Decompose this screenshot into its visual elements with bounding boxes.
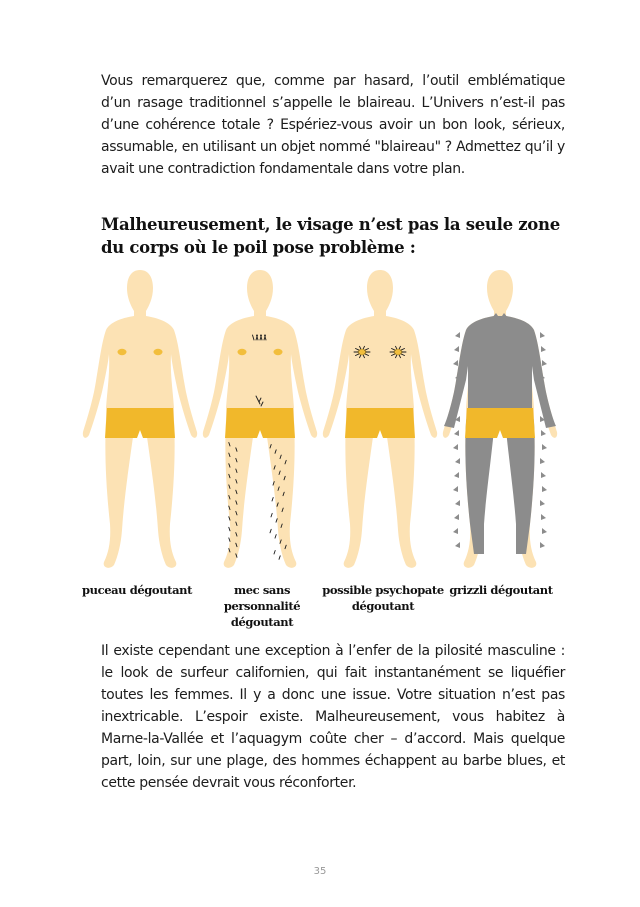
fur-tuft xyxy=(542,360,547,366)
caption-figure-1: puceau dégoutant xyxy=(81,583,192,597)
section-heading: Malheureusement, le visage n’est pas la seule zone du corps où le poil pose problème : xyxy=(101,215,560,257)
fur-tuft xyxy=(541,430,546,436)
fur-tuft xyxy=(454,472,459,478)
nipple-right xyxy=(154,349,163,355)
leg-hair-strand xyxy=(272,498,273,502)
fur-tuft xyxy=(540,332,545,338)
shorts xyxy=(225,408,295,438)
fur-tuft xyxy=(455,500,460,506)
intro-paragraph: Vous remarquerez que, comme par hasard, l’outil emblématique d’un rasage traditionnel s’appelle le blaireau. L’Univers n’est-il pas d’une cohérence totale ? Espériez-vous avoir un bon look, sérieux, assumable, en utilisant un objet nommé "blaireau" ? Admettez qu’il y avait une contradiction fondamentale dans votre plan. xyxy=(101,73,565,177)
leg-hair-strand xyxy=(276,519,277,523)
fur-tuft xyxy=(541,346,546,352)
caption-figure-4: grizzli dégoutant xyxy=(449,583,553,597)
fur-tuft xyxy=(541,472,546,478)
fur-tuft xyxy=(453,444,458,450)
fur-tuft xyxy=(540,542,545,548)
leg-hair-strand xyxy=(274,551,275,555)
fur-tuft xyxy=(454,514,459,520)
fur-tuft xyxy=(540,500,545,506)
leg-hair-strand xyxy=(275,535,276,539)
figure-nipple-hair xyxy=(320,262,440,582)
leg-hair-strand xyxy=(229,527,230,531)
fur-tuft xyxy=(542,528,547,534)
fur-tuft xyxy=(542,444,547,450)
nipple-right xyxy=(274,349,283,355)
fur-tuft xyxy=(455,332,460,338)
figure-smooth xyxy=(80,262,200,582)
fur-tuft xyxy=(454,346,459,352)
fur-tuft xyxy=(542,486,547,492)
figures-illustration xyxy=(80,262,560,582)
leg-hair-strand xyxy=(270,529,271,533)
fur-tuft xyxy=(453,528,458,534)
nipple-left xyxy=(118,349,127,355)
figure-partial-hair xyxy=(200,262,320,582)
shorts xyxy=(105,408,175,438)
leg-hair-strand xyxy=(229,538,230,542)
page-number: 35 xyxy=(313,866,327,877)
shorts xyxy=(345,408,415,438)
caption-figure-3: possible psychopate dégoutant xyxy=(322,583,444,613)
fur-tuft xyxy=(453,486,458,492)
fur-tuft xyxy=(454,430,459,436)
fur-tuft xyxy=(453,360,458,366)
body-fur xyxy=(444,316,556,554)
caption-figure-2: mec sans personnalité dégoutant xyxy=(223,583,301,629)
fur-tuft xyxy=(455,458,460,464)
fur-tuft xyxy=(540,458,545,464)
fur-tuft xyxy=(541,514,546,520)
conclusion-paragraph: Il existe cependant une exception à l’enfer de la pilosité masculine : le look de surfeur californien, qui fait instantanément se liquéfier toutes les femmes. Il y a donc une issue. Votre situation n’est pas inextricable. L’espoir existe. Malheureusement, vous habitez à Marne-la-Vallée et l’aquagym coûte cher – d’accord. Mais quelque part, loin, sur une plage, des hommes échappent au barbe blues, et cette pensée devrait vous réconforter. xyxy=(101,643,565,791)
figure-full-fur xyxy=(440,262,560,582)
leg-hair-strand xyxy=(279,556,280,560)
shorts xyxy=(465,408,535,438)
fur-tuft xyxy=(455,542,460,548)
leg-hair-strand xyxy=(271,513,272,517)
nipple-left xyxy=(238,349,247,355)
